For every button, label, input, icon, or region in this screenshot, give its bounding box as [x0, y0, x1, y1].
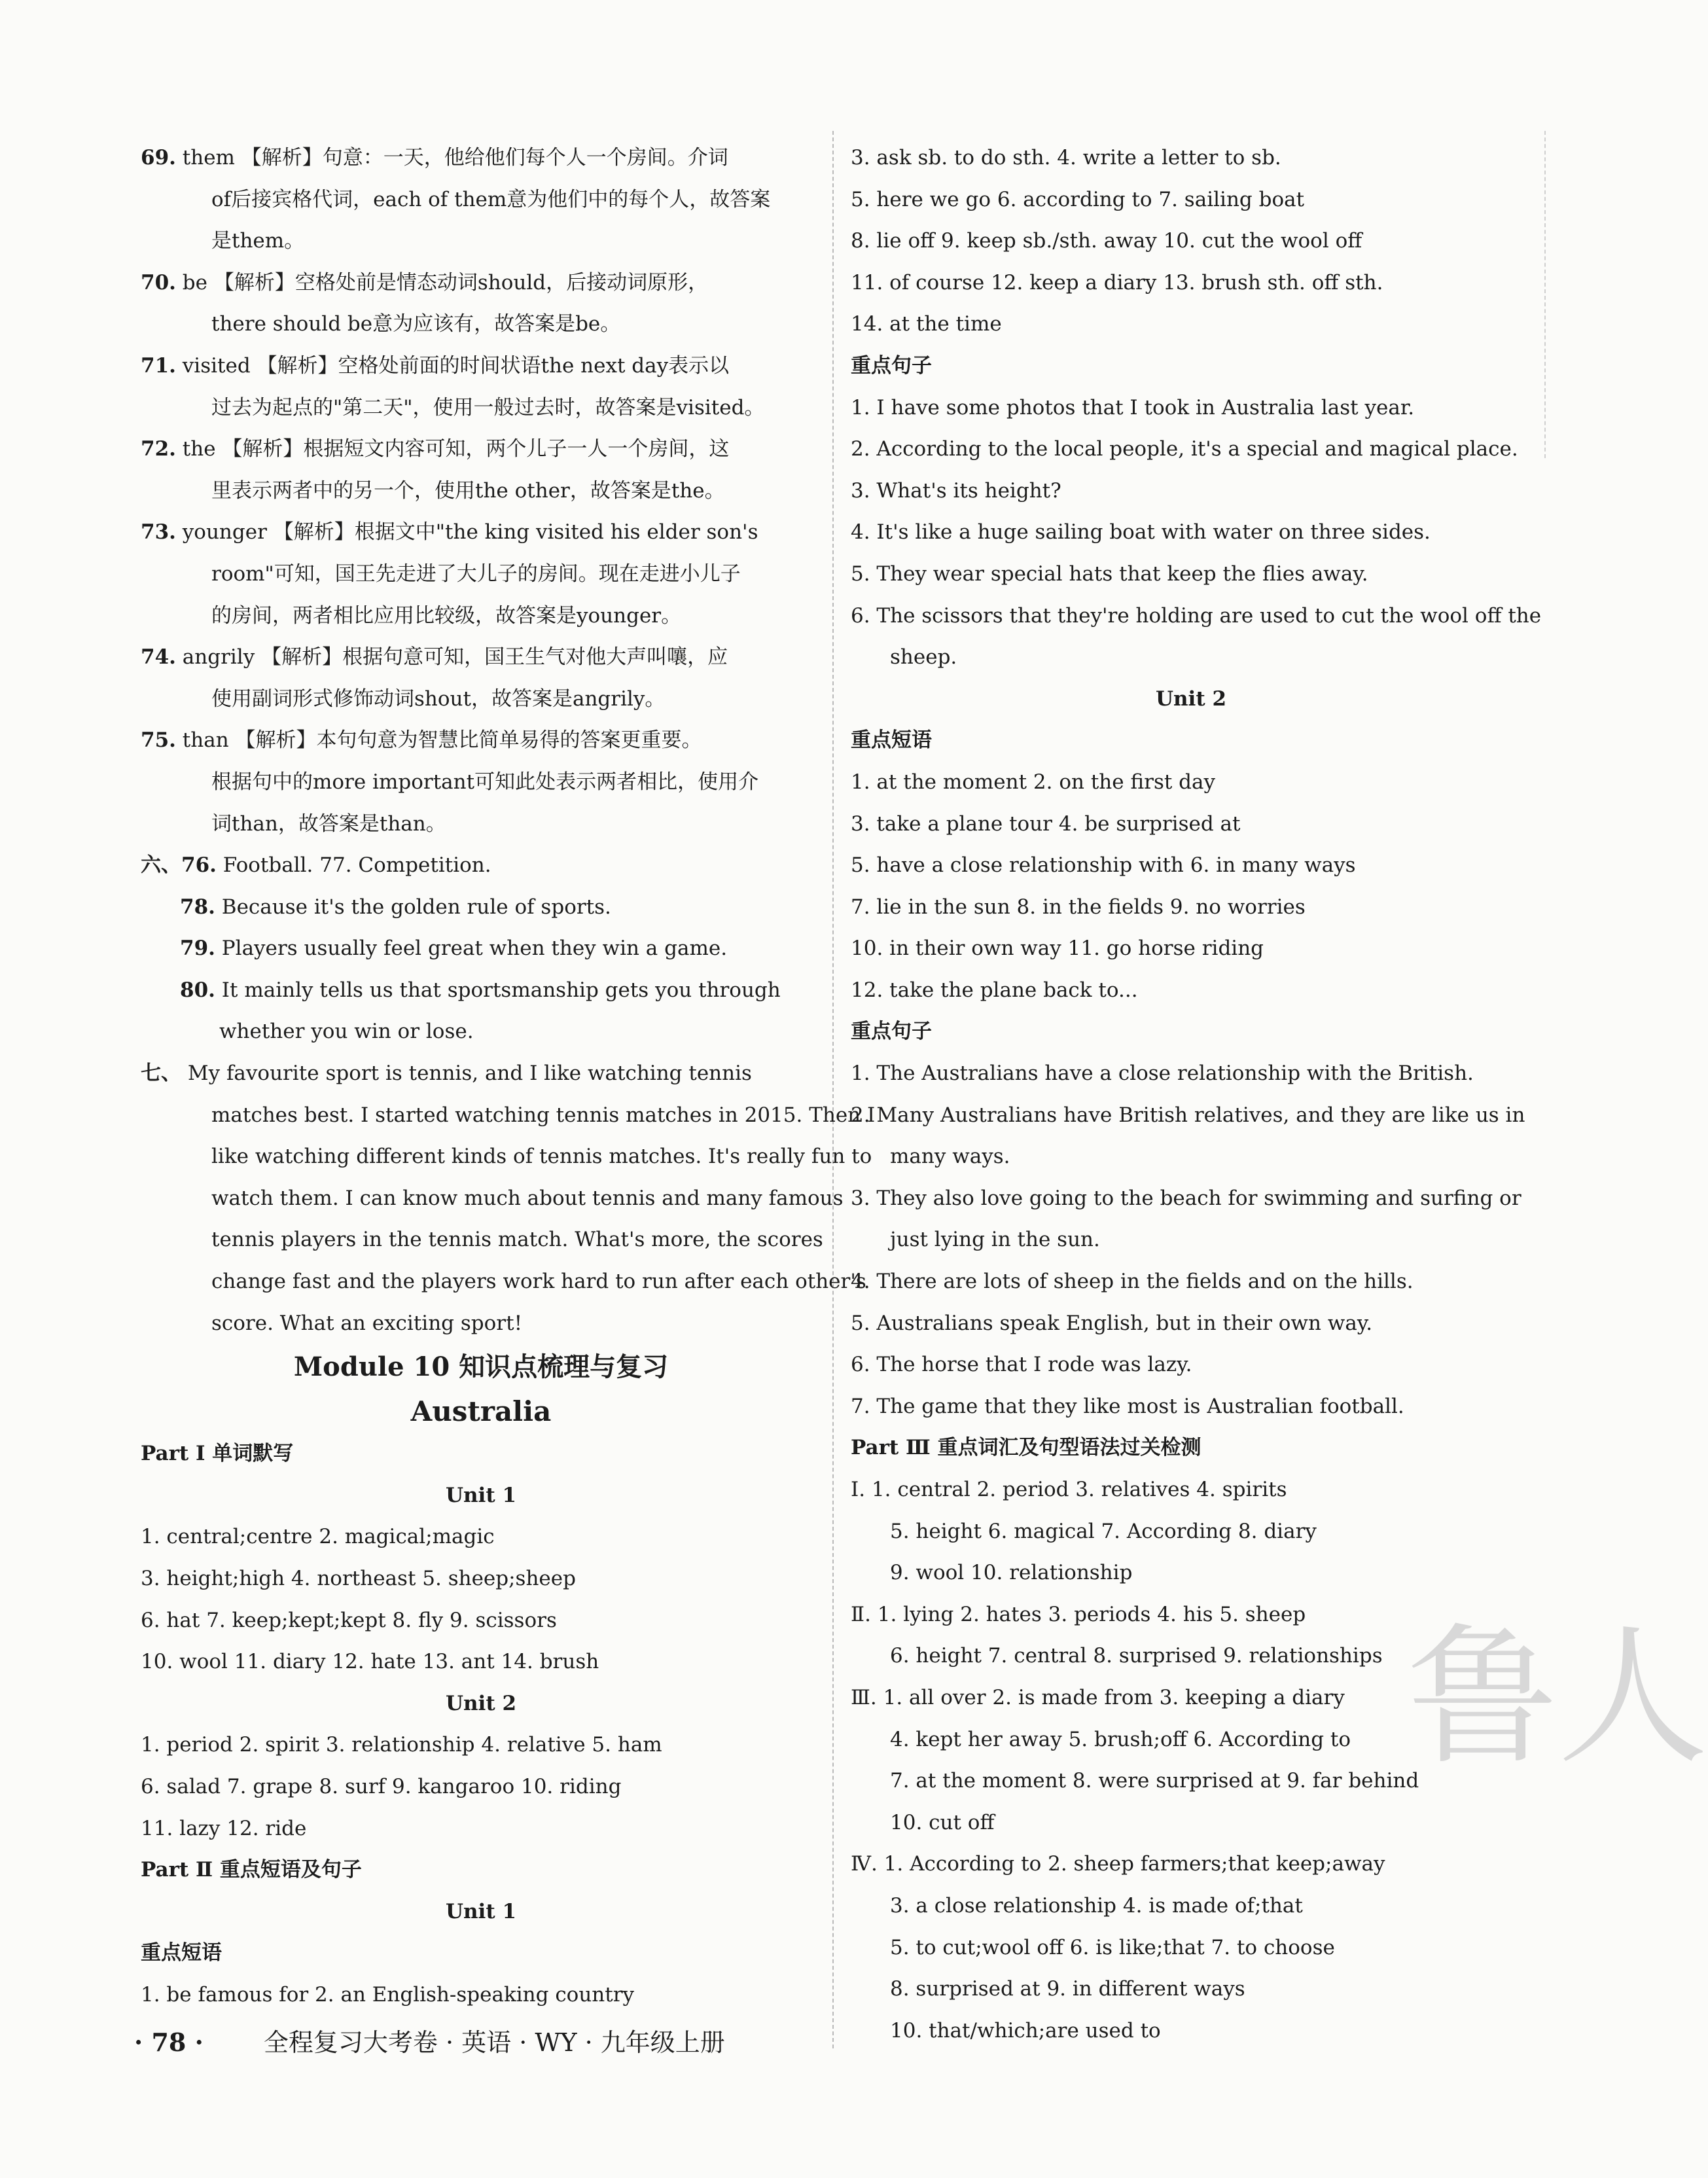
line-text: 4. kept her away 5. brush;off 6. According to — [890, 1727, 1351, 1751]
text-line — [851, 262, 1531, 304]
line-text: sheep. — [890, 645, 957, 669]
line-text: 5. here we go 6. according to 7. sailing boat — [851, 187, 1305, 211]
line-text: angrily 【解析】根据句意可知，国王生气对他大声叫嚷，应 — [175, 645, 728, 669]
line-text: Unit 2 — [1155, 687, 1227, 711]
text-line — [141, 1891, 821, 1933]
line-text: 1. period 2. spirit 3. relationship 4. relative 5. ham — [141, 1733, 662, 1757]
line-text: whether you win or lose. — [219, 1020, 474, 1044]
line-text: 1. The Australians have a close relationship with the British. — [851, 1062, 1474, 1086]
text-line — [851, 1095, 1531, 1137]
line-text: Ⅱ. 1. lying 2. hates 3. periods 4. his 5. sheep — [851, 1602, 1306, 1626]
module-title: Module 10 知识点梳理与复习 — [293, 1351, 669, 1383]
text-line — [851, 304, 1531, 346]
line-text: Part Ⅱ 重点短语及句子 — [141, 1858, 362, 1882]
module-subtitle: Australia — [410, 1395, 552, 1428]
text-line — [141, 845, 821, 887]
line-text: 根据句中的more important可知此处表示两者相比，使用介 — [211, 770, 759, 794]
line-text: than 【解析】本句句意为智慧比简单易得的答案更重要。 — [175, 728, 702, 753]
text-line — [141, 970, 821, 1012]
line-text: 重点短语 — [141, 1941, 222, 1965]
line-text: just lying in the sun. — [890, 1228, 1100, 1252]
line-text: 4. There are lots of sheep in the fields and on the hills. — [851, 1270, 1414, 1294]
line-text: 4. It's like a huge sailing boat with water on three sides. — [851, 520, 1431, 544]
text-line — [141, 1219, 821, 1261]
text-line — [851, 928, 1531, 970]
text-line — [851, 637, 1531, 679]
text-line — [851, 1677, 1531, 1719]
line-text: be 【解析】空格处前是情态动词should，后接动词原形， — [175, 270, 709, 295]
line-text: Ⅰ. 1. central 2. period 3. relatives 4. spirits — [851, 1478, 1287, 1501]
text-line — [851, 554, 1531, 596]
answer-explanations — [141, 137, 876, 1344]
line-text: Unit 2 — [445, 1691, 517, 1715]
text-line — [141, 1974, 821, 2016]
text-line — [141, 304, 821, 346]
text-line — [141, 221, 821, 262]
text-line — [141, 1558, 821, 1600]
line-text: 1. central;centre 2. magical;magic — [141, 1525, 495, 1549]
item-number: 六、76. — [141, 853, 217, 878]
item-number: 80. — [180, 978, 215, 1002]
text-line — [141, 1600, 821, 1642]
page-footer — [134, 2022, 725, 2058]
page-number: · 78 · — [134, 2027, 204, 2057]
line-text: visited 【解析】空格处前面的时间状语the next day表示以 — [175, 353, 730, 378]
text-line — [851, 887, 1531, 929]
text-line — [851, 1178, 1531, 1220]
text-line — [141, 471, 821, 512]
line-text: 14. at the time — [851, 312, 1002, 336]
text-line — [141, 1053, 821, 1095]
line-text: younger 【解析】根据文中"the king visited his elder son's — [175, 520, 758, 544]
item-number: 78. — [180, 895, 215, 919]
line-text: 5. Australians speak English, but in their own way. — [851, 1311, 1373, 1335]
text-line — [141, 637, 821, 679]
line-text: watch them. I can know much about tennis and many famous — [211, 1186, 844, 1210]
line-text: 5. They wear special hats that keep the flies away. — [851, 562, 1368, 586]
text-line — [851, 679, 1531, 721]
text-line — [851, 1136, 1531, 1178]
item-number: 72. — [141, 437, 176, 461]
text-line — [141, 137, 821, 179]
text-line — [141, 1095, 876, 1137]
text-line — [141, 387, 821, 429]
line-text: 重点句子 — [851, 1020, 932, 1044]
left-column — [141, 137, 876, 2016]
text-line — [141, 1011, 821, 1053]
text-line — [851, 137, 1531, 179]
item-number: 69. — [141, 146, 176, 170]
line-text: 9. wool 10. relationship — [890, 1561, 1133, 1585]
line-text: room"可知，国王先走进了大儿子的房间。现在走进小儿子 — [211, 562, 741, 586]
text-line — [851, 346, 1531, 387]
text-line — [141, 512, 821, 554]
line-text: 里表示两者中的另一个，使用the other，故答案是the。 — [211, 478, 725, 503]
text-line — [851, 1802, 1531, 1844]
line-text: 词than，故答案是than。 — [211, 812, 446, 836]
line-text: there should be意为应该有，故答案是be。 — [211, 312, 621, 336]
line-text: 10. in their own way 11. go horse riding — [851, 937, 1264, 961]
line-text: 3. a close relationship 4. is made of;that — [890, 1893, 1303, 1918]
line-text: My favourite sport is tennis, and I like watching tennis — [181, 1062, 752, 1086]
text-line — [851, 1885, 1531, 1927]
text-line — [851, 179, 1531, 221]
text-line — [141, 1683, 821, 1725]
text-line — [851, 720, 1531, 762]
item-number: 70. — [141, 270, 176, 295]
vocabulary-section — [141, 1433, 821, 2016]
line-text: 是them。 — [211, 229, 305, 253]
text-line — [141, 1303, 821, 1345]
text-line — [141, 679, 821, 721]
line-text: matches best. I started watching tennis matches in 2015. Then I — [211, 1103, 876, 1127]
text-line — [141, 1808, 821, 1850]
line-text: Because it's the golden rule of sports. — [215, 895, 611, 919]
line-text: 6. The horse that I rode was lazy. — [851, 1353, 1192, 1377]
line-text: It mainly tells us that sportsmanship gets you through — [215, 978, 781, 1002]
text-line — [141, 1849, 821, 1891]
line-text: 10. cut off — [890, 1810, 995, 1834]
text-line — [851, 221, 1531, 262]
item-number: 79. — [180, 937, 215, 961]
text-line — [851, 1760, 1531, 1802]
text-line — [141, 554, 821, 596]
item-number: 74. — [141, 645, 176, 669]
line-text: 重点短语 — [851, 728, 932, 753]
text-line — [851, 2010, 1531, 2052]
line-text: the 【解析】根据短文内容可知，两个儿子一人一个房间，这 — [175, 437, 730, 461]
line-text: Players usually feel great when they win a game. — [215, 937, 728, 961]
line-text: Part Ⅲ 重点词汇及句型语法过关检测 — [851, 1436, 1201, 1460]
text-line — [851, 1219, 1531, 1261]
edge-line — [1544, 131, 1546, 458]
text-line — [851, 1427, 1531, 1469]
text-line — [851, 471, 1531, 512]
right-column — [851, 137, 1542, 2052]
line-text: 3. take a plane tour 4. be surprised at — [851, 812, 1241, 836]
line-text: 1. at the moment 2. on the first day — [851, 770, 1216, 794]
line-text: 8. surprised at 9. in different ways — [890, 1977, 1245, 2001]
text-line — [851, 1969, 1531, 2010]
text-line — [141, 1475, 821, 1517]
line-text: Ⅲ. 1. all over 2. is made from 3. keeping a diary — [851, 1685, 1345, 1709]
line-text: 5. have a close relationship with 6. in many ways — [851, 853, 1356, 878]
item-number: 75. — [141, 728, 176, 753]
text-line — [141, 1766, 821, 1808]
column-divider — [832, 131, 834, 2048]
text-line — [141, 1516, 821, 1558]
text-line — [851, 1386, 1531, 1428]
text-line — [141, 1136, 872, 1178]
line-text: 2. According to the local people, it's a special and magical place. — [851, 437, 1518, 461]
text-line — [851, 596, 1542, 637]
line-text: 6. height 7. central 8. surprised 9. relationships — [890, 1644, 1383, 1668]
line-text: 12. take the plane back to... — [851, 978, 1138, 1002]
text-line — [851, 1469, 1531, 1511]
text-line — [851, 1552, 1531, 1594]
line-text: Unit 1 — [445, 1483, 517, 1507]
line-text: 6. salad 7. grape 8. surf 9. kangaroo 10. riding — [141, 1774, 622, 1798]
line-text: 过去为起点的"第二天"，使用一般过去时，故答案是visited。 — [211, 395, 765, 420]
line-text: 3. What's its height? — [851, 478, 1061, 503]
text-line — [851, 429, 1531, 471]
text-line — [141, 887, 821, 929]
text-line — [851, 1344, 1531, 1386]
text-line — [141, 762, 821, 804]
text-line — [851, 1011, 1531, 1053]
text-line — [851, 387, 1531, 429]
line-text: tennis players in the tennis match. What's more, the scores — [211, 1228, 823, 1252]
text-line — [851, 1594, 1531, 1636]
text-line — [141, 1433, 821, 1475]
line-text: 3. ask sb. to do sth. 4. write a letter to sb. — [851, 146, 1281, 170]
text-line — [141, 1933, 821, 1974]
text-line — [851, 970, 1531, 1012]
text-line — [851, 512, 1531, 554]
line-text: 6. hat 7. keep;kept;kept 8. fly 9. scissors — [141, 1608, 557, 1632]
line-text: 使用副词形式修饰动词shout，故答案是angrily。 — [211, 687, 666, 711]
line-text: like watching different kinds of tennis matches. It's really fun to — [211, 1145, 872, 1169]
text-line — [851, 1261, 1531, 1303]
text-line — [141, 720, 821, 762]
line-text: 2. Many Australians have British relatives, and they are like us in — [851, 1103, 1525, 1127]
text-line — [851, 762, 1531, 804]
line-text: 重点句子 — [851, 353, 932, 378]
text-line — [141, 1178, 844, 1220]
text-line — [141, 429, 821, 471]
book-title: 全程复习大考卷 · 英语 · WY · 九年级上册 — [263, 2028, 725, 2057]
line-text: Unit 1 — [445, 1899, 517, 1923]
text-line — [851, 1719, 1531, 1761]
text-line — [141, 346, 821, 387]
line-text: 7. at the moment 8. were surprised at 9. far behind — [890, 1769, 1419, 1793]
line-text: many ways. — [890, 1145, 1010, 1169]
item-number: 七、 — [141, 1062, 181, 1086]
line-text: 1. be famous for 2. an English-speaking country — [141, 1982, 635, 2007]
line-text: 7. lie in the sun 8. in the fields 9. no worries — [851, 895, 1306, 919]
line-text: Part Ⅰ 单词默写 — [141, 1442, 294, 1466]
line-text: 3. They also love going to the beach for swimming and surfing or — [851, 1186, 1521, 1210]
line-text: 1. I have some photos that I took in Australia last year. — [851, 395, 1415, 420]
text-line — [141, 928, 821, 970]
line-text: 8. lie off 9. keep sb./sth. away 10. cut the wool off — [851, 229, 1362, 253]
text-line — [851, 1927, 1531, 1969]
line-text: 6. The scissors that they're holding are used to cut the wool off the — [851, 603, 1542, 628]
text-line — [141, 804, 821, 846]
text-line — [141, 1641, 821, 1683]
line-text: score. What an exciting sport! — [211, 1311, 523, 1335]
line-text: change fast and the players work hard to run after each other's — [211, 1270, 866, 1294]
line-text: 5. height 6. magical 7. According 8. diary — [890, 1519, 1317, 1543]
line-text: 3. height;high 4. northeast 5. sheep;sheep — [141, 1567, 576, 1590]
phrases-and-sentences — [851, 137, 1542, 2052]
item-number: 71. — [141, 353, 176, 378]
text-line — [851, 1053, 1531, 1095]
line-text: 10. wool 11. diary 12. hate 13. ant 14. brush — [141, 1650, 599, 1674]
text-line — [851, 1635, 1531, 1677]
text-line — [141, 262, 821, 304]
line-text: 的房间，两者相比应用比较级，故答案是younger。 — [211, 603, 682, 628]
text-line — [851, 1511, 1531, 1553]
line-text: 10. that/which;are used to — [890, 2018, 1161, 2043]
line-text: 11. of course 12. keep a diary 13. brush sth. off sth. — [851, 270, 1383, 295]
line-text: Football. 77. Competition. — [216, 853, 491, 878]
text-line — [851, 804, 1531, 846]
text-line — [851, 845, 1531, 887]
text-line — [851, 1303, 1531, 1345]
text-line — [851, 1844, 1531, 1885]
item-number: 73. — [141, 520, 176, 544]
text-line — [141, 1724, 821, 1766]
line-text: them 【解析】句意：一天，他给他们每个人一个房间。介词 — [175, 146, 728, 170]
line-text: of后接宾格代词，each of them意为他们中的每个人，故答案 — [211, 187, 771, 211]
line-text: 7. The game that they like most is Australian football. — [851, 1394, 1404, 1418]
watermark-logo: 鲁人 — [1407, 1611, 1708, 1785]
text-line — [141, 179, 821, 221]
text-line — [141, 596, 821, 637]
line-text: 5. to cut;wool off 6. is like;that 7. to choose — [890, 1935, 1335, 1959]
line-text: 11. lazy 12. ride — [141, 1816, 307, 1840]
line-text: Ⅳ. 1. According to 2. sheep farmers;that keep;away — [851, 1852, 1385, 1876]
text-line — [141, 1261, 866, 1303]
